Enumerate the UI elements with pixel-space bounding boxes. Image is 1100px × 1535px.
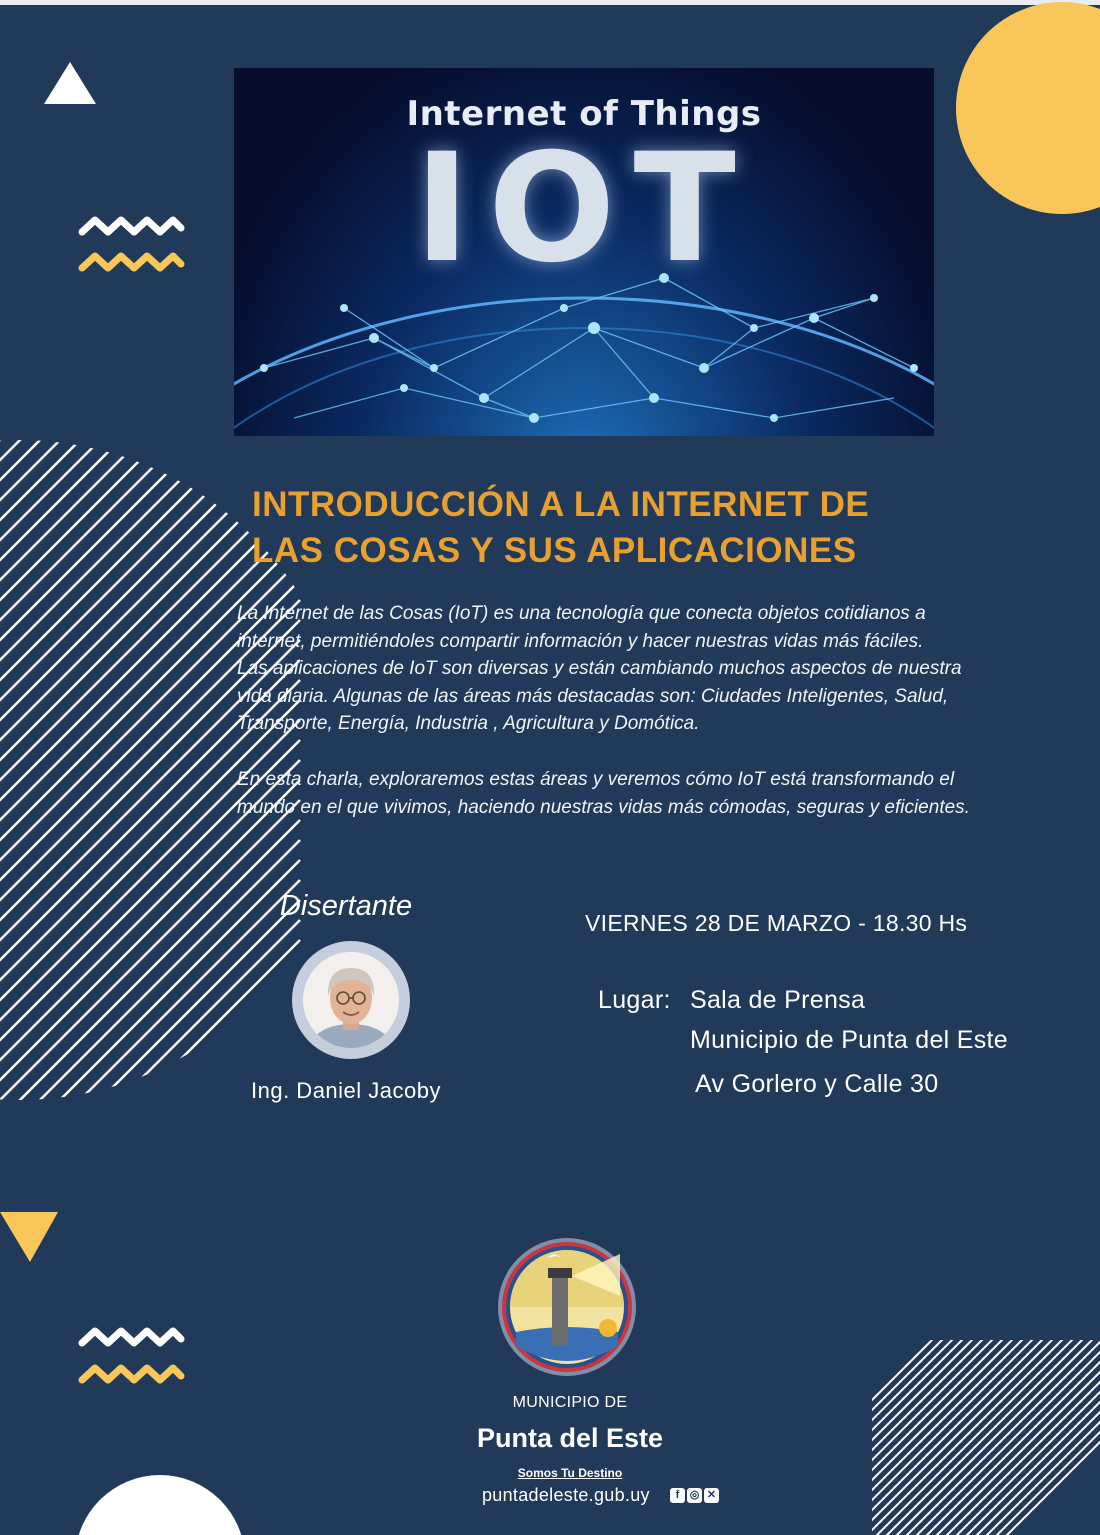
description-line: vida diaria. Algunas de las áreas más destacadas son: Ciudades Inteligentes, Salud, xyxy=(237,685,949,707)
white-triangle-decoration xyxy=(44,62,96,104)
description-line: internet, permitiéndoles compartir información y hacer nuestras vidas más fáciles. xyxy=(237,630,924,652)
description-paragraph-2 xyxy=(237,766,1067,821)
hero-iot-text: IOT xyxy=(414,122,754,296)
municipio-label: MUNICIPIO DE xyxy=(512,1394,628,1411)
event-title-line-1: INTRODUCCIÓN A LA INTERNET DE xyxy=(252,485,870,524)
event-title-line-2: LAS COSAS Y SUS APLICACIONES xyxy=(252,531,857,570)
speaker-portrait-illustration xyxy=(303,952,399,1048)
event-title xyxy=(252,482,1012,574)
description-paragraph-1 xyxy=(237,600,1067,738)
yellow-circle-decoration xyxy=(956,2,1100,214)
iot-hero-image xyxy=(234,68,934,436)
website-url[interactable]: puntadeleste.gub.uy xyxy=(482,1485,650,1505)
description-line: Transporte, Energía, Industria , Agricultura y Domótica. xyxy=(237,713,700,734)
speaker-avatar xyxy=(303,952,399,1048)
location-line-1: Sala de Prensa xyxy=(690,986,866,1014)
location-label: Lugar: xyxy=(598,986,671,1014)
striped-block-decoration xyxy=(712,1320,1100,1535)
speaker-heading: Disertante xyxy=(279,890,413,922)
municipio-logo xyxy=(496,1236,638,1378)
hero-subtitle: Internet of Things xyxy=(406,94,762,134)
description-line: mundo en el que vivimos, haciendo nuestras vidas más cómodas, seguras y eficientes. xyxy=(237,796,970,818)
white-zigzag-decoration xyxy=(82,220,181,232)
tagline-link[interactable]: Somos Tu Destino xyxy=(517,1466,623,1480)
location-line-3: Av Gorlero y Calle 30 xyxy=(695,1070,939,1098)
yellow-zigzag-bottom-decoration xyxy=(82,1368,181,1380)
yellow-triangle-decoration xyxy=(0,1212,58,1262)
white-zigzag-bottom-decoration xyxy=(82,1331,181,1343)
location-line-2: Municipio de Punta del Este xyxy=(690,1026,1009,1054)
municipio-name: Punta del Este xyxy=(476,1423,664,1453)
description-line: La Internet de las Cosas (IoT) es una tecnología que conecta objetos cotidianos a xyxy=(237,603,926,624)
description-line: En esta charla, exploraremos estas áreas y veremos cómo IoT está transformando el xyxy=(237,769,955,790)
instagram-icon[interactable]: ◎ xyxy=(687,1488,702,1503)
social-icons xyxy=(670,1488,719,1505)
facebook-icon[interactable]: f xyxy=(670,1488,685,1503)
x-icon[interactable]: ✕ xyxy=(704,1488,719,1503)
white-circle-decoration xyxy=(75,1475,245,1535)
event-date: VIERNES 28 DE MARZO - 18.30 Hs xyxy=(585,910,968,936)
description-line: Las aplicaciones de IoT son diversas y están cambiando muchos aspectos de nuestra xyxy=(237,658,962,679)
speaker-name: Ing. Daniel Jacoby xyxy=(251,1078,441,1103)
yellow-zigzag-decoration xyxy=(82,256,181,268)
